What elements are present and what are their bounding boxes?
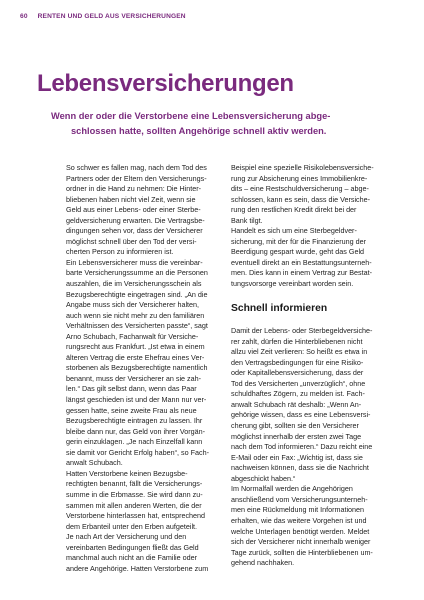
text-line: Partners oder der Eltern den Versicherungs-	[66, 173, 207, 183]
text-line: Verhältnissen des Versicherten passte“, sagt	[66, 321, 208, 331]
lead-line: schlossen hatte, sollten Angehörige schnell aktiv werden.	[71, 125, 327, 136]
text-line: Beerdigung gespart wurde, geht das Geld	[231, 247, 365, 257]
text-line: Verstorbene hinterlassen hat, entsprechend	[66, 511, 206, 521]
text-line: sie damit vor Gericht Erfolg haben“, so Fach-	[66, 447, 210, 457]
text-line: dits – eine Restschuldversicherung – abge-	[231, 184, 369, 194]
text-line: barte Versicherungssumme an die Personen	[66, 268, 208, 278]
text-line: sammen mit allen anderen Werten, die der	[66, 500, 202, 510]
text-line: auszahlen, die im Versicherungsschein als	[66, 279, 202, 289]
text-line: dingungen sehen vor, dass der Versicherer	[66, 226, 203, 236]
text-line: Ein Lebensversicherer muss die vereinbar-	[66, 257, 203, 267]
text-line: Im Normalfall werden die Angehörigen	[231, 484, 353, 494]
text-line: Bank tilgt.	[231, 215, 263, 225]
text-line: Damit der Lebens- oder Sterbegeldversiche-	[231, 326, 373, 336]
text-line: älteren Vertrag die erste Ehefrau eines Ver-	[66, 352, 205, 362]
text-line: rer zahlt, dürfen die Hinterbliebenen nicht	[231, 336, 363, 346]
text-line: men eine Rückmeldung mit Informationen	[231, 505, 365, 515]
running-title: RENTEN UND GELD AUS VERSICHERUNGEN	[37, 13, 186, 20]
text-line: andere Angehörige. Hatten Verstorbene zum	[66, 563, 209, 573]
text-line: Tage zurück, sollten die Hinterbliebenen um-	[231, 547, 373, 557]
running-header	[20, 13, 186, 20]
text-line: bliebenen haben nicht viel Zeit, wenn sie	[66, 194, 196, 204]
text-line: sich der Versicherer nicht innerhalb weniger	[231, 537, 371, 547]
text-line: erhalten, wie das weitere Vorgehen ist und	[231, 515, 367, 525]
text-line: rechtigten benannt, fällt die Versicherungs-	[66, 479, 203, 489]
text-line: nach dem Tod informieren.“ Dazu reicht eine	[231, 442, 373, 452]
text-line: nachweisen können, dass sie die Nachricht	[231, 463, 369, 473]
text-line: dem Erbanteil unter den Erben aufgeteilt.	[66, 521, 198, 531]
page-number: 60	[20, 13, 28, 20]
body-column-left	[66, 163, 218, 574]
text-line: den Vertragsbedingungen für eine Risiko-	[231, 357, 364, 367]
text-line: Bezugsberechtigte eingetragen sind. „An die	[66, 289, 208, 299]
text-line: len.“ Das gilt selbst dann, wenn das Paar	[66, 384, 197, 394]
body-column-right	[231, 163, 383, 569]
text-line: allzu viel Zeit verlieren: So heißt es etwa in	[231, 347, 368, 357]
text-line: möglichst innerhalb der ersten zwei Tage	[231, 431, 362, 441]
page-title: Lebensversicherungen	[37, 70, 294, 97]
text-line: ordner in die Hand zu nehmen: Die Hinter-	[66, 184, 202, 194]
text-line: rung zur Absicherung eines Immobilienkre-	[231, 173, 368, 183]
text-line: Beispiel eine spezielle Risikolebensversiche-	[231, 163, 374, 172]
text-line: cherten Person zu informieren ist.	[66, 247, 174, 257]
text-line: cherung gibt, sollten sie den Versicherer	[231, 421, 359, 431]
body-text-top	[231, 163, 383, 290]
text-line: längst geschieden ist und der Mann nur ver-	[66, 395, 207, 405]
text-line: rungsrecht aus Frankfurt. „Ist etwa in einem	[66, 342, 205, 352]
text-line: anwalt Schubach rät deshalb: „Wenn An-	[231, 399, 362, 409]
text-line: Arno Schubach, Fachanwalt für Versiche-	[66, 331, 199, 341]
text-line: anwalt Schubach.	[66, 458, 123, 468]
text-line: abgeschickt haben.“	[231, 473, 296, 483]
text-line: möglichst schnell über den Tod der versi-	[66, 236, 197, 246]
text-line: eventuell direkt an ein Bestattungsunterneh-	[231, 257, 372, 267]
text-line: vereinbarten Bedingungen fließt das Geld	[66, 542, 199, 552]
text-line: Hatten Verstorbene keinen Bezugsbe-	[66, 468, 188, 478]
text-line: Bezugsberechtigte eintragen zu lassen. Ihr	[66, 416, 203, 426]
text-line: gehend nachhaken.	[231, 558, 295, 568]
text-line: sicherung, mit der für die Finanzierung der	[231, 236, 367, 246]
text-line: geldversicherung erwarten. Die Vertragsbe-	[66, 215, 205, 225]
text-line: gerin einzuklagen. „Je nach Einzelfall kann	[66, 437, 203, 447]
text-line: So schwer es fallen mag, nach dem Tod des	[66, 163, 207, 172]
text-line: gehörige wissen, dass es eine Lebensversi-	[231, 410, 371, 420]
text-line: storbenen als Bezugsberechtigte namentlich	[66, 363, 208, 373]
text-line: bleibe dann nur, das Geld von ihrer Vorgän-	[66, 426, 206, 436]
text-line: tungsvorsorge vereinbart worden sein.	[231, 279, 354, 289]
text-line: auch wenn sie nicht mehr zu den familiären	[66, 310, 205, 320]
text-line: Tod des Versicherten „unverzüglich“, ohne	[231, 378, 366, 388]
text-line: schuldhaftes Zögern, zu melden ist. Fach-	[231, 389, 365, 399]
text-line: E-Mail oder ein Fax: „Wichtig ist, dass sie	[231, 452, 363, 462]
text-line: manchmal auch nicht an die Familie oder	[66, 553, 198, 563]
text-line: benannt, muss der Versicherer an sie zah-	[66, 373, 202, 383]
text-line: men. Dies kann in einem Vertrag zur Bestat-	[231, 268, 373, 278]
text-line: Angabe muss sich der Versicherer halten,	[66, 300, 200, 310]
text-line: rung den restlichen Kredit direkt bei der	[231, 205, 357, 215]
text-line: Je nach Art der Versicherung und den	[66, 532, 187, 542]
text-line: summe in die Erbmasse. Sie wird dann zu-	[66, 489, 203, 499]
text-line: welche Unterlagen benötigt werden. Meldet	[231, 526, 370, 536]
lead-line: Wenn der oder die Verstorbene eine Lebensversicherung abge-	[51, 111, 331, 121]
text-line: anschließend vom Versicherungsunterneh-	[231, 494, 368, 504]
text-line: gessen hatte, seine zweite Frau als neue	[66, 405, 197, 415]
text-line: schlossen, kann es sein, dass die Versiche-	[231, 194, 371, 204]
section-heading: Schnell informieren	[231, 302, 328, 314]
text-line: Geld aus einer Lebens- oder einer Sterbe-	[66, 205, 201, 215]
lead-paragraph	[51, 109, 391, 138]
text-line: oder Kapitallebensversicherung, dass der	[231, 368, 364, 378]
body-text-bottom	[231, 326, 383, 569]
text-line: Handelt es sich um eine Sterbegeldver-	[231, 226, 357, 236]
